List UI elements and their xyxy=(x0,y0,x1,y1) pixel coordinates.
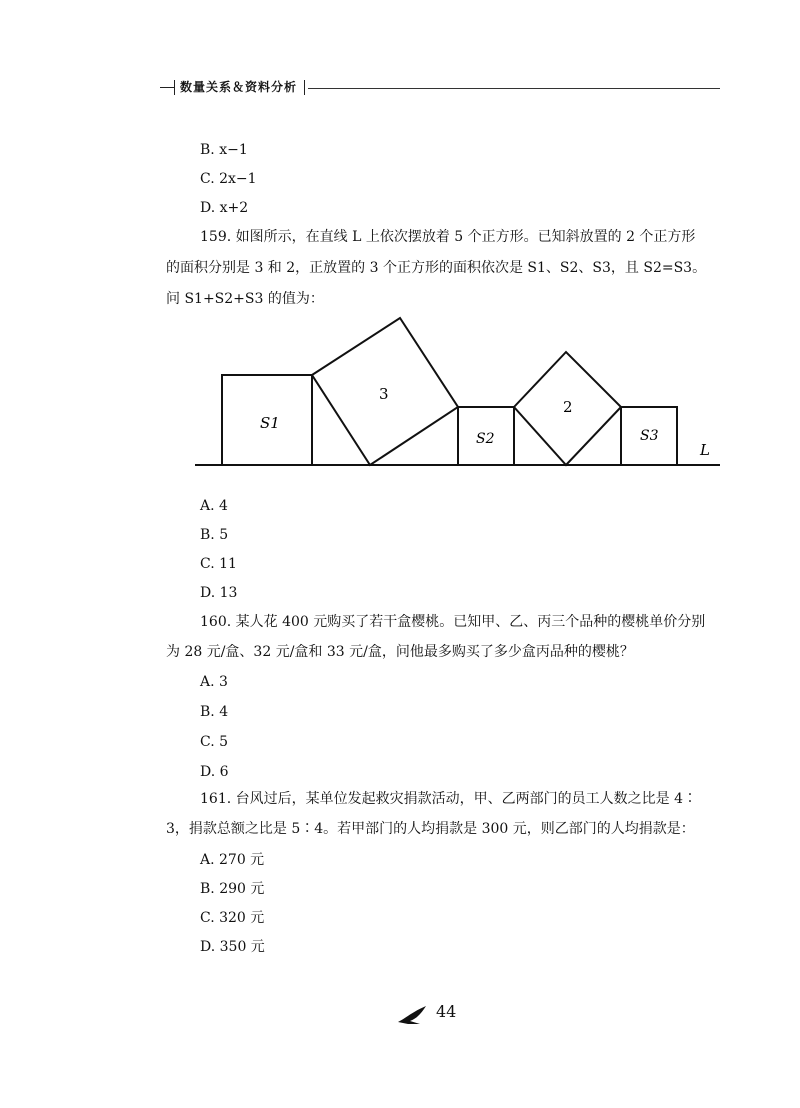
q159-option-d: D. 13 xyxy=(200,585,238,601)
header-divider-left xyxy=(174,80,175,95)
page-number: 44 xyxy=(436,1002,457,1021)
q160-option-b: B. 4 xyxy=(200,704,229,720)
q160-text-line2: 为 28 元/盒、32 元/盒和 33 元/盒，问他最多购买了多少盒丙品种的樱桃？ xyxy=(166,644,634,660)
q159-option-a: A. 4 xyxy=(200,498,228,514)
header-tick xyxy=(160,87,174,88)
label-l: L xyxy=(700,441,710,459)
q160-option-c: C. 5 xyxy=(200,734,229,750)
q159-text-line1: 159. 如图所示，在直线 L 上依次摆放着 5 个正方形。已知斜放置的 2 个正方形 xyxy=(200,229,696,245)
q160-option-d: D. 6 xyxy=(200,764,229,780)
label-s1: S1 xyxy=(260,414,280,432)
q160-option-a: A. 3 xyxy=(200,674,228,690)
prev-option-c: C. 2x−1 xyxy=(200,171,257,187)
label-s2: S2 xyxy=(476,431,495,447)
squares-figure xyxy=(190,310,730,480)
q159-option-c: C. 11 xyxy=(200,556,237,572)
q161-option-b: B. 290 元 xyxy=(200,881,265,897)
label-s3: S3 xyxy=(640,428,659,444)
q161-text-line2: 3，捐款总额之比是 5∶4。若甲部门的人均捐款是 300 元，则乙部门的人均捐款是： xyxy=(166,821,695,837)
label-3: 3 xyxy=(379,385,389,403)
prev-option-b: B. x−1 xyxy=(200,142,248,158)
header-rule xyxy=(308,88,720,89)
header-title: 数量关系＆资料分析 xyxy=(180,80,298,94)
label-2: 2 xyxy=(563,398,573,416)
header-divider-right xyxy=(304,80,305,95)
q159-option-b: B. 5 xyxy=(200,527,229,543)
q160-text-line1: 160. 某人花 400 元购买了若干盒樱桃。已知甲、乙、丙三个品种的樱桃单价分别 xyxy=(200,614,706,630)
q161-option-d: D. 350 元 xyxy=(200,939,265,955)
running-header xyxy=(160,78,720,98)
q161-option-a: A. 270 元 xyxy=(200,852,265,868)
bird-icon xyxy=(396,1004,430,1026)
q161-option-c: C. 320 元 xyxy=(200,910,265,926)
prev-option-d: D. x+2 xyxy=(200,200,249,216)
q159-text-line2: 的面积分别是 3 和 2，正放置的 3 个正方形的面积依次是 S1、S2、S3，且 S2=S3。 xyxy=(166,260,707,276)
q159-text-line3: 问 S1+S2+S3 的值为： xyxy=(166,291,324,307)
q161-text-line1: 161. 台风过后，某单位发起救灾捐款活动，甲、乙两部门的员工人数之比是 4∶ xyxy=(200,791,697,807)
